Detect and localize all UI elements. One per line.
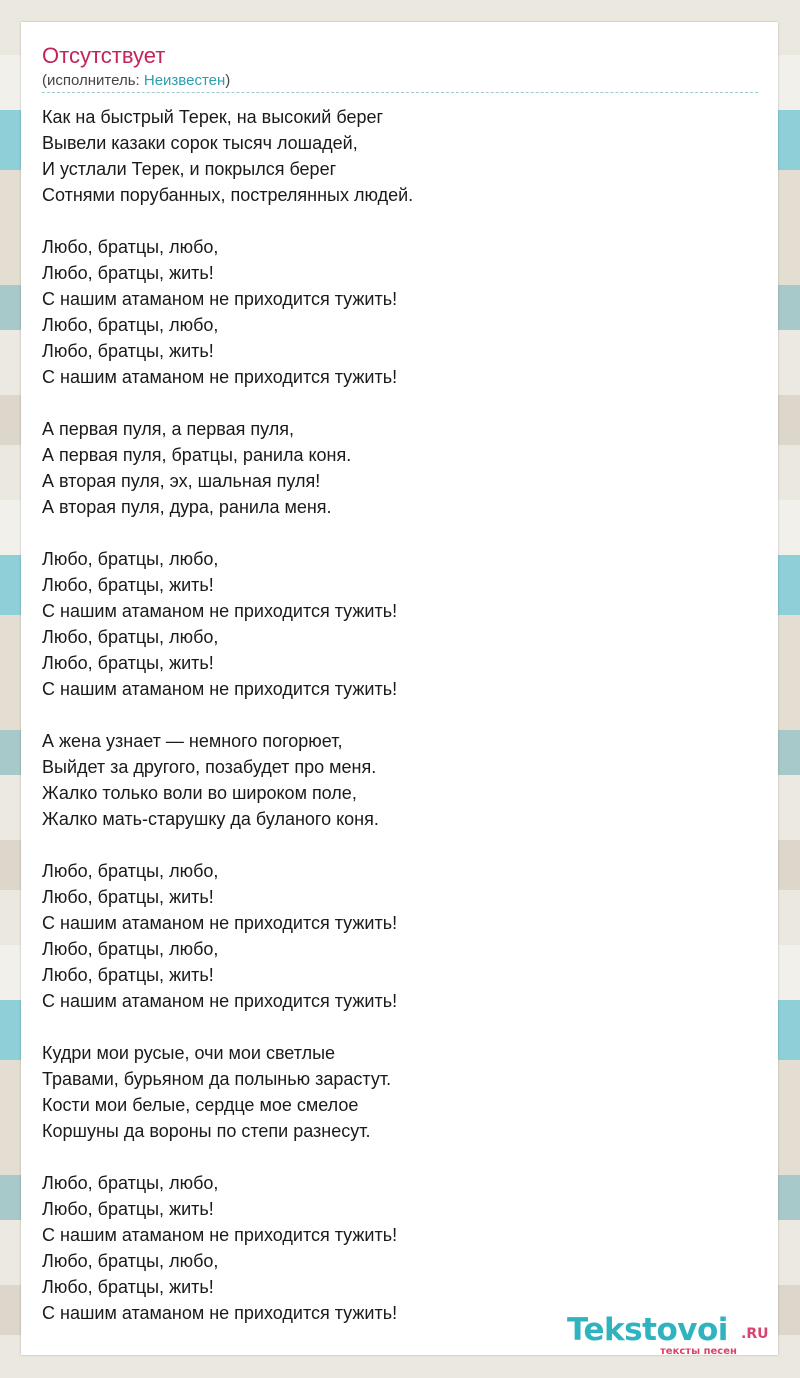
lyric-line: Любо, братцы, любо, <box>42 315 219 335</box>
lyric-line: С нашим атаманом не приходится тужить! <box>42 1303 398 1323</box>
performer-link[interactable]: Неизвестен <box>143 72 226 89</box>
lyric-line: Как на быстрый Терек, на высокий берег <box>42 107 384 127</box>
stanza-gap <box>42 832 758 858</box>
lyrics-card <box>21 22 778 1355</box>
lyric-line: Кости мои белые, сердце мое смелое <box>42 1095 359 1115</box>
performer-line <box>42 72 758 93</box>
lyric-line: А вторая пуля, эх, шальная пуля! <box>42 471 321 491</box>
lyric-line: Кудри мои русые, очи мои светлые <box>42 1043 336 1063</box>
performer-prefix: (исполнитель: <box>42 72 144 89</box>
lyric-line: Любо, братцы, любо, <box>42 861 219 881</box>
logo-tagline: тексты песен <box>660 1346 737 1357</box>
performer-suffix: ) <box>225 72 231 89</box>
lyric-line: Жалко мать-старушку да буланого коня. <box>42 809 379 829</box>
lyric-line: Травами, бурьяном да полынью зарастут. <box>42 1069 392 1089</box>
lyric-line: А жена узнает — немного погорюет, <box>42 731 343 751</box>
site-logo[interactable] <box>567 1312 777 1362</box>
stanza-gap <box>42 208 758 234</box>
lyric-line: С нашим атаманом не приходится тужить! <box>42 1225 398 1245</box>
stanza-gap <box>42 1014 758 1040</box>
lyric-line: Любо, братцы, любо, <box>42 1251 219 1271</box>
lyric-line: Любо, братцы, жить! <box>42 341 214 361</box>
logo-domain: .RU <box>741 1326 769 1342</box>
lyric-line: Сотнями порубанных, пострелянных людей. <box>42 185 414 205</box>
lyric-line: А вторая пуля, дура, ранила меня. <box>42 497 332 517</box>
lyric-line: Любо, братцы, любо, <box>42 939 219 959</box>
lyric-line: Выйдет за другого, позабудет про меня. <box>42 757 377 777</box>
lyric-line: Коршуны да вороны по степи разнесут. <box>42 1121 371 1141</box>
lyric-line: Любо, братцы, жить! <box>42 263 214 283</box>
lyric-line: С нашим атаманом не приходится тужить! <box>42 913 398 933</box>
song-title: Отсутствует <box>42 43 166 68</box>
lyric-line: Любо, братцы, жить! <box>42 887 214 907</box>
stanza-gap <box>42 520 758 546</box>
lyric-line: А первая пуля, а первая пуля, <box>42 419 294 439</box>
lyric-line: И устлали Терек, и покрылся берег <box>42 159 337 179</box>
lyric-line: Любо, братцы, жить! <box>42 653 214 673</box>
lyric-line: Любо, братцы, жить! <box>42 575 214 595</box>
stanza-gap <box>42 390 758 416</box>
lyrics-text <box>42 104 758 1326</box>
lyric-line: Любо, братцы, жить! <box>42 1199 214 1219</box>
stanza-gap <box>42 1144 758 1170</box>
lyric-line: С нашим атаманом не приходится тужить! <box>42 991 398 1011</box>
lyric-line: С нашим атаманом не приходится тужить! <box>42 289 398 309</box>
stanza-gap <box>42 702 758 728</box>
lyric-line: С нашим атаманом не приходится тужить! <box>42 367 398 387</box>
lyric-line: Вывели казаки сорок тысяч лошадей, <box>42 133 358 153</box>
lyric-line: Любо, братцы, любо, <box>42 549 219 569</box>
lyric-line: Любо, братцы, любо, <box>42 237 219 257</box>
lyric-line: С нашим атаманом не приходится тужить! <box>42 601 398 621</box>
lyric-line: Любо, братцы, жить! <box>42 965 214 985</box>
logo-wordmark: Tekstovoi <box>567 1312 728 1348</box>
lyric-line: А первая пуля, братцы, ранила коня. <box>42 445 352 465</box>
lyric-line: Любо, братцы, любо, <box>42 627 219 647</box>
lyric-line: Любо, братцы, жить! <box>42 1277 214 1297</box>
lyric-line: Любо, братцы, любо, <box>42 1173 219 1193</box>
lyric-line: Жалко только воли во широком поле, <box>42 783 357 803</box>
lyric-line: С нашим атаманом не приходится тужить! <box>42 679 398 699</box>
